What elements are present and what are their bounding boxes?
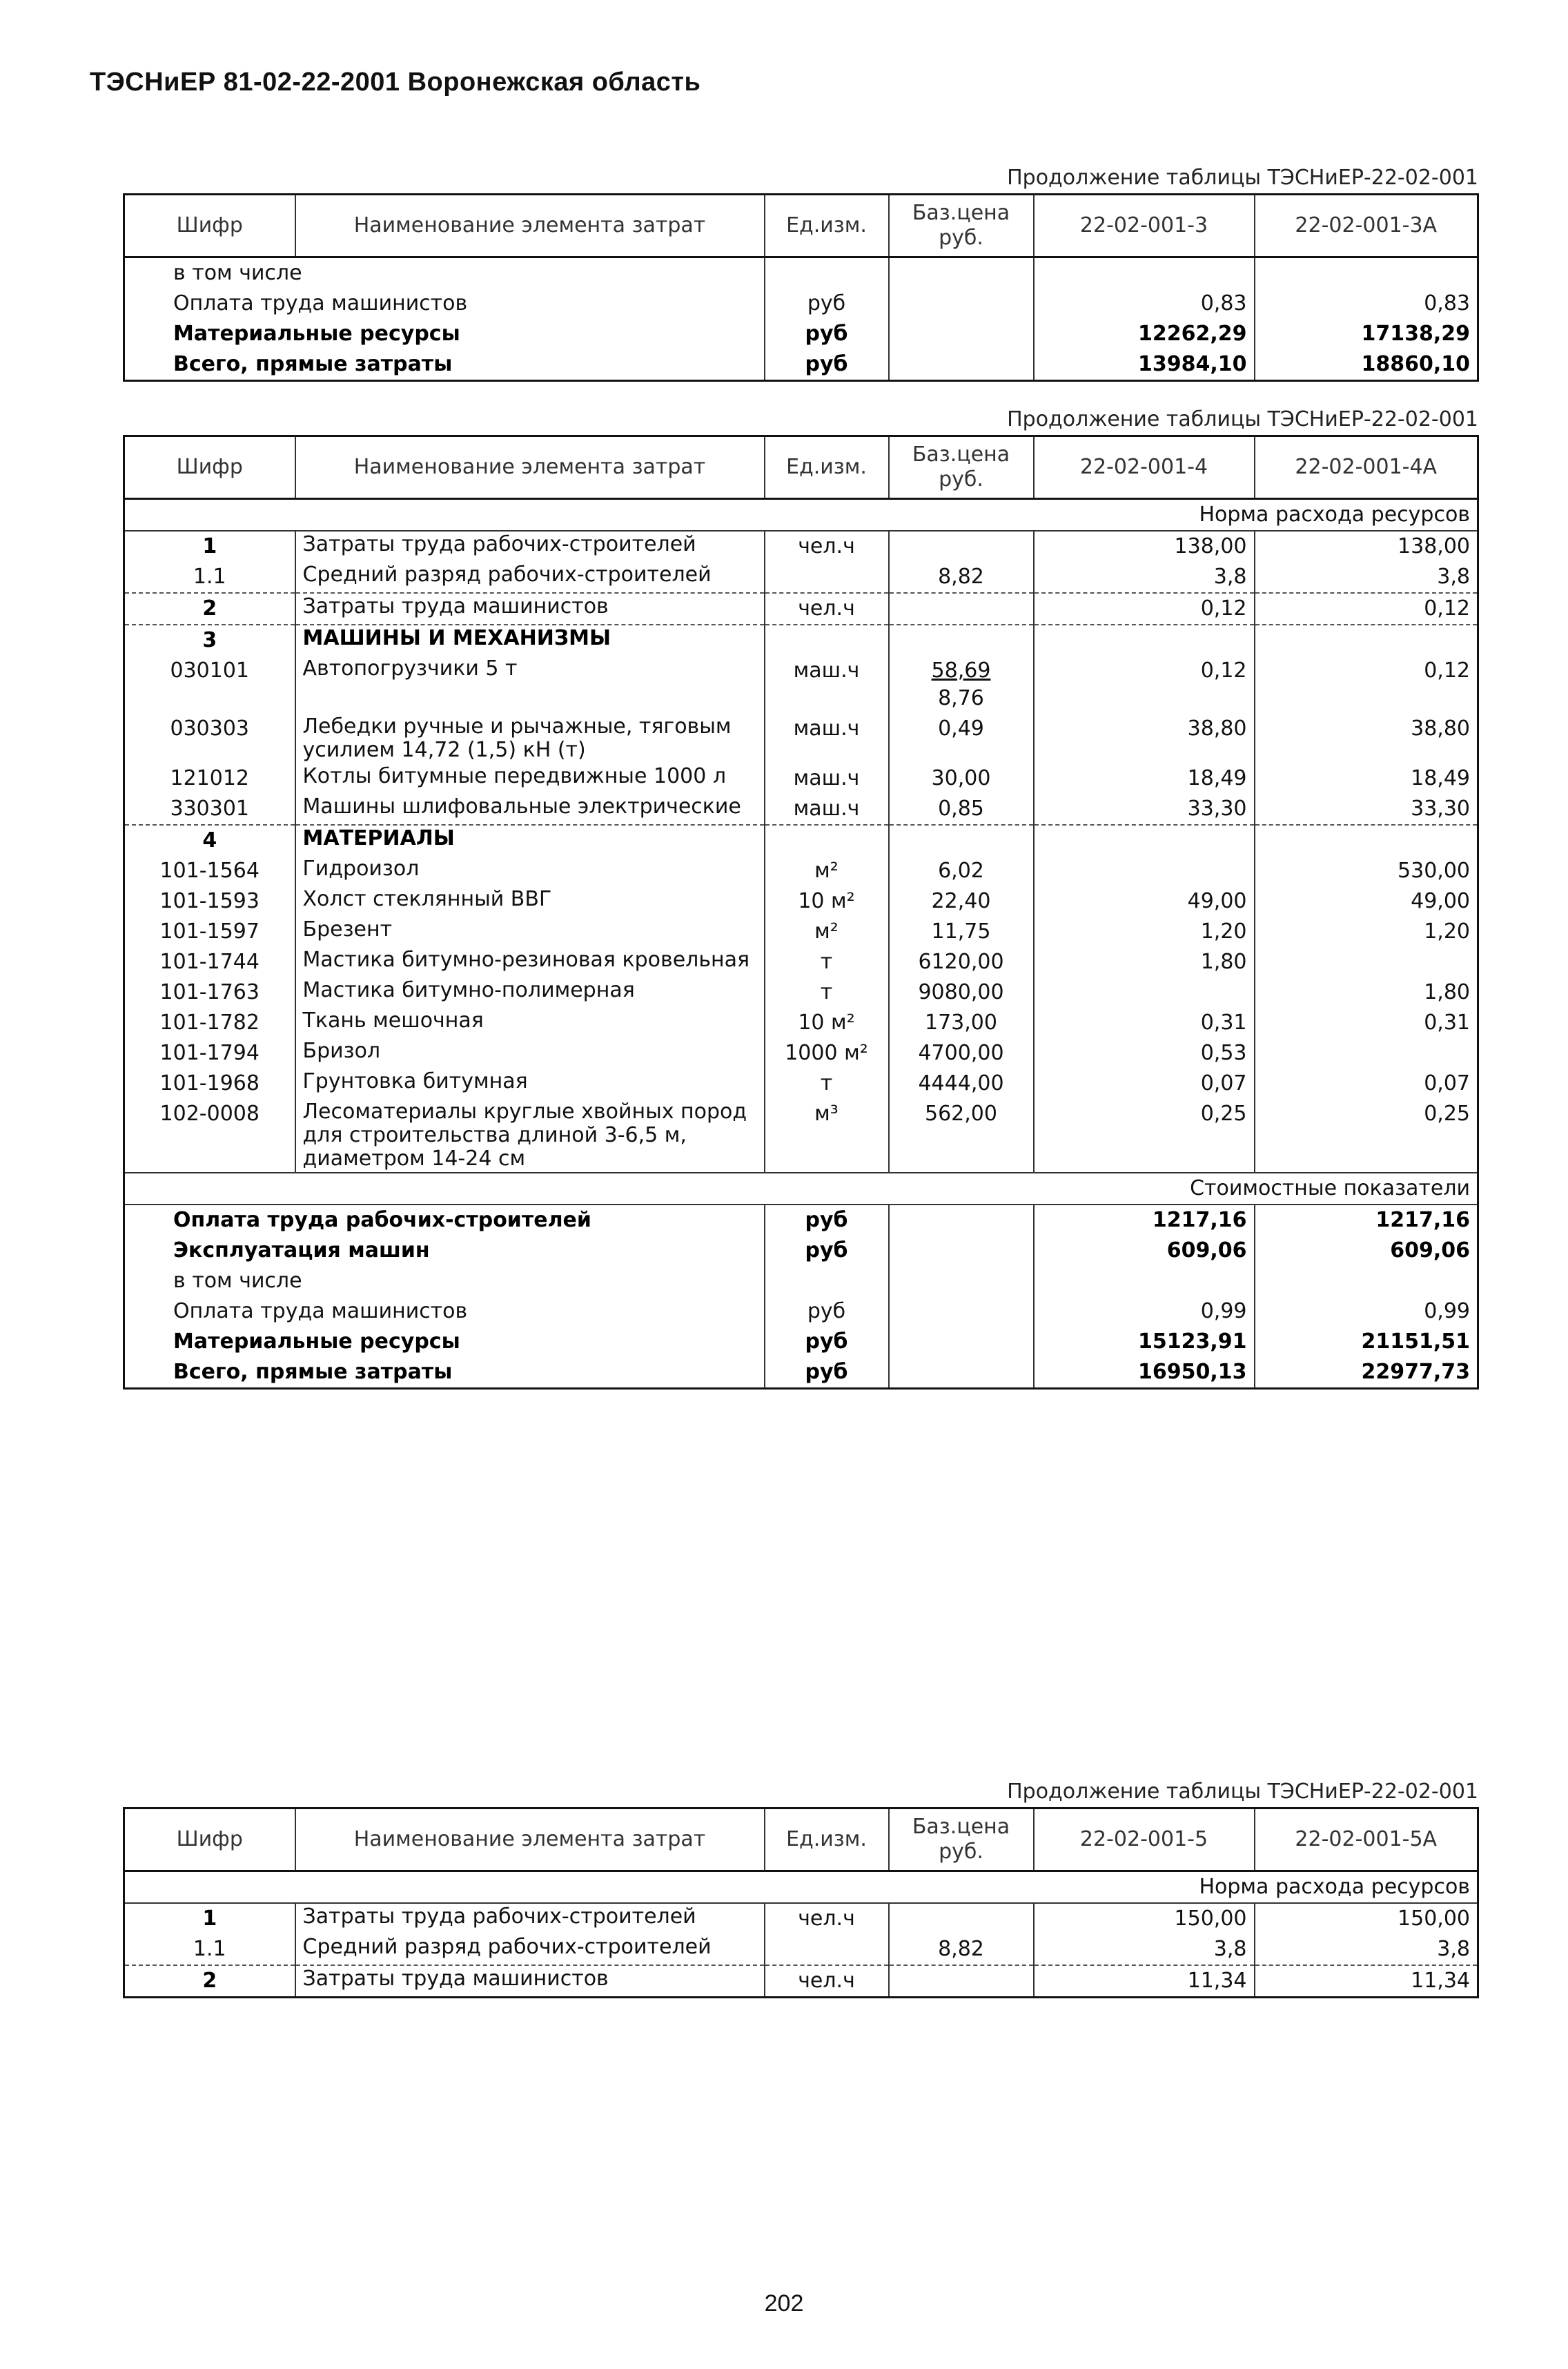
- cost-row-value-col6: [1255, 1266, 1478, 1296]
- header-col6: 22-02-001-3А: [1255, 195, 1478, 257]
- row-value-col5: 1,80: [1034, 947, 1255, 977]
- cost-row-value-col6: [1255, 257, 1478, 289]
- row-code: 4: [124, 825, 295, 856]
- row-name: Средний разряд рабочих-строителей: [295, 562, 765, 593]
- row-value-col6: 0,25: [1255, 1099, 1478, 1173]
- price-value: 0,85: [938, 797, 984, 821]
- cost-row-unit: руб: [765, 289, 889, 319]
- price-cell: [889, 289, 1034, 319]
- row-price: [889, 714, 1034, 763]
- price-cell: [889, 1357, 1034, 1389]
- row-unit: чел.ч: [765, 1965, 889, 1998]
- row-code: 030101: [124, 656, 295, 714]
- row-name: Бризол: [295, 1038, 765, 1069]
- row-unit: маш.ч: [765, 763, 889, 794]
- row-code: 101-1782: [124, 1008, 295, 1038]
- table-row: [124, 562, 1478, 593]
- cost-row-value-col5: 1217,16: [1034, 1205, 1255, 1236]
- header-unit: Ед.изм.: [765, 436, 889, 499]
- row-price: [889, 1903, 1034, 1934]
- row-name: Затраты труда машинистов: [295, 593, 765, 625]
- row-value-col5: [1034, 825, 1255, 856]
- row-value-col6: 11,34: [1255, 1965, 1478, 1998]
- row-value-col6: 1,20: [1255, 917, 1478, 947]
- table-row: [124, 1099, 1478, 1173]
- row-unit: [765, 562, 889, 593]
- table-row: [124, 1069, 1478, 1099]
- row-value-col5: 0,07: [1034, 1069, 1255, 1099]
- table-row: [124, 1236, 1478, 1266]
- price-value: 562,00: [925, 1102, 997, 1126]
- row-name: Грунтовка битумная: [295, 1069, 765, 1099]
- table-row: [124, 656, 1478, 714]
- row-value-col5: 11,34: [1034, 1965, 1255, 1998]
- cost-row-name: Оплата труда машинистов: [124, 289, 765, 319]
- table-row: [124, 531, 1478, 562]
- cost-row-name: Материальные ресурсы: [124, 319, 765, 349]
- row-unit: [765, 825, 889, 856]
- row-value-col5: 150,00: [1034, 1903, 1255, 1934]
- price-cell: [889, 319, 1034, 349]
- row-price: [889, 656, 1034, 714]
- row-unit: 10 м²: [765, 1008, 889, 1038]
- price-value: 4444,00: [918, 1071, 1004, 1095]
- row-value-col6: [1255, 825, 1478, 856]
- cost-row-value-col5: 0,83: [1034, 289, 1255, 319]
- price-value: 8,82: [938, 1937, 984, 1961]
- row-value-col5: 0,12: [1034, 593, 1255, 625]
- cost-row-unit: [765, 1266, 889, 1296]
- cost-row-value-col6: 21151,51: [1255, 1327, 1478, 1357]
- table-row: [124, 917, 1478, 947]
- header-col5: 22-02-001-3: [1034, 195, 1255, 257]
- price-cell: [889, 349, 1034, 381]
- header-unit: Ед.изм.: [765, 1809, 889, 1871]
- header-code: Шифр: [124, 195, 295, 257]
- cost-row-value-col5: 609,06: [1034, 1236, 1255, 1266]
- row-code: 2: [124, 1965, 295, 1998]
- row-name: Холст стеклянный ВВГ: [295, 886, 765, 917]
- row-value-col6: 3,8: [1255, 562, 1478, 593]
- cost-row-unit: руб: [765, 1357, 889, 1389]
- row-value-col5: 3,8: [1034, 562, 1255, 593]
- row-value-col6: 150,00: [1255, 1903, 1478, 1934]
- row-price: [889, 947, 1034, 977]
- row-unit: м²: [765, 856, 889, 886]
- cost-row-value-col5: 12262,29: [1034, 319, 1255, 349]
- page-number: 202: [764, 2290, 804, 2317]
- section-label-row: [124, 499, 1478, 532]
- row-code: 101-1763: [124, 977, 295, 1008]
- header-unit: Ед.изм.: [765, 195, 889, 257]
- cost-row-value-col5: 13984,10: [1034, 349, 1255, 381]
- row-name: Котлы битумные передвижные 1000 л: [295, 763, 765, 794]
- row-value-col6: 3,8: [1255, 1934, 1478, 1965]
- cost-row-unit: руб: [765, 1236, 889, 1266]
- cost-row-value-col5: 16950,13: [1034, 1357, 1255, 1389]
- cost-row-value-col5: 15123,91: [1034, 1327, 1255, 1357]
- cost-row-value-col6: 1217,16: [1255, 1205, 1478, 1236]
- row-code: 121012: [124, 763, 295, 794]
- row-value-col6: [1255, 947, 1478, 977]
- cost-row-unit: руб: [765, 1205, 889, 1236]
- cost-row-name: в том числе: [124, 257, 765, 289]
- section-label: Норма расхода ресурсов: [124, 1871, 1478, 1904]
- row-code: 102-0008: [124, 1099, 295, 1173]
- price-value: 58,69: [931, 659, 991, 683]
- row-value-col5: 49,00: [1034, 886, 1255, 917]
- table-row: [124, 714, 1478, 763]
- table-header: [124, 195, 1478, 257]
- row-name: Лесоматериалы круглые хвойных пород для строительства длиной 3-6,5 м, диаметром 14-24 см: [295, 1099, 765, 1173]
- row-value-col6: 18,49: [1255, 763, 1478, 794]
- table-caption: Продолжение таблицы ТЭСНиЕР-22-02-001: [1007, 166, 1478, 190]
- table-header: [124, 1809, 1478, 1871]
- row-unit: маш.ч: [765, 714, 889, 763]
- header-col6: 22-02-001-5А: [1255, 1809, 1478, 1871]
- table-row: [124, 1205, 1478, 1236]
- header-price: Баз.цена руб.: [889, 195, 1034, 257]
- row-price: [889, 1069, 1034, 1099]
- row-name: Мастика битумно-резиновая кровельная: [295, 947, 765, 977]
- row-price: [889, 625, 1034, 656]
- row-price: [889, 562, 1034, 593]
- section-label-row: [124, 1173, 1478, 1205]
- row-value-col6: 38,80: [1255, 714, 1478, 763]
- row-name: Средний разряд рабочих-строителей: [295, 1934, 765, 1965]
- row-value-col6: [1255, 625, 1478, 656]
- row-value-col6: 1,80: [1255, 977, 1478, 1008]
- cost-row-unit: руб: [765, 349, 889, 381]
- table-3: [123, 1807, 1479, 1998]
- row-code: 101-1593: [124, 886, 295, 917]
- row-unit: маш.ч: [765, 794, 889, 825]
- row-value-col5: 1,20: [1034, 917, 1255, 947]
- row-code: 030303: [124, 714, 295, 763]
- row-name: Брезент: [295, 917, 765, 947]
- price-value: 30,00: [931, 766, 991, 790]
- price-value: 9080,00: [918, 980, 1004, 1004]
- row-name: Лебедки ручные и рычажные, тяговым усилием 14,72 (1,5) кН (т): [295, 714, 765, 763]
- table-row: [124, 1266, 1478, 1296]
- price-cell: [889, 257, 1034, 289]
- cost-row-value-col5: [1034, 257, 1255, 289]
- table-row: [124, 349, 1478, 381]
- row-value-col5: 0,31: [1034, 1008, 1255, 1038]
- row-code: 1.1: [124, 1934, 295, 1965]
- table-row: [124, 593, 1478, 625]
- row-unit: т: [765, 1069, 889, 1099]
- row-unit: 1000 м²: [765, 1038, 889, 1069]
- cost-row-unit: [765, 257, 889, 289]
- table-row: [124, 763, 1478, 794]
- row-price: [889, 977, 1034, 1008]
- table-row: [124, 856, 1478, 886]
- cost-row-unit: руб: [765, 319, 889, 349]
- section-label-row: [124, 1871, 1478, 1904]
- row-unit: маш.ч: [765, 656, 889, 714]
- row-name: Ткань мешочная: [295, 1008, 765, 1038]
- section-label: Норма расхода ресурсов: [124, 499, 1478, 532]
- header-name: Наименование элемента затрат: [295, 436, 765, 499]
- price-cell: [889, 1327, 1034, 1357]
- row-code: 1: [124, 1903, 295, 1934]
- row-name: МАШИНЫ И МЕХАНИЗМЫ: [295, 625, 765, 656]
- row-price: [889, 1099, 1034, 1173]
- cost-row-name: Материальные ресурсы: [124, 1327, 765, 1357]
- cost-row-name: в том числе: [124, 1266, 765, 1296]
- row-code: 3: [124, 625, 295, 656]
- cost-row-value-col5: 0,99: [1034, 1296, 1255, 1327]
- price-cell: [889, 1266, 1034, 1296]
- cost-row-name: Оплата труда рабочих-строителей: [124, 1205, 765, 1236]
- table-row: [124, 977, 1478, 1008]
- row-price: [889, 856, 1034, 886]
- row-price: [889, 763, 1034, 794]
- row-value-col5: [1034, 625, 1255, 656]
- header-col6: 22-02-001-4А: [1255, 436, 1478, 499]
- table-row: [124, 886, 1478, 917]
- row-unit: чел.ч: [765, 593, 889, 625]
- section-label: Стоимостные показатели: [124, 1173, 1478, 1205]
- row-unit: т: [765, 947, 889, 977]
- row-value-col6: 0,31: [1255, 1008, 1478, 1038]
- row-code: 1.1: [124, 562, 295, 593]
- row-code: 101-1564: [124, 856, 295, 886]
- row-unit: т: [765, 977, 889, 1008]
- row-name: Гидроизол: [295, 856, 765, 886]
- row-value-col6: [1255, 1038, 1478, 1069]
- row-value-col5: 33,30: [1034, 794, 1255, 825]
- table-row: [124, 1903, 1478, 1934]
- price-cell: [889, 1236, 1034, 1266]
- price-value: 22,40: [931, 889, 991, 913]
- cost-row-value-col6: 0,83: [1255, 289, 1478, 319]
- row-value-col5: [1034, 856, 1255, 886]
- price-value: 6,02: [938, 859, 984, 883]
- page-title: ТЭСНиЕР 81-02-22-2001 Воронежская область: [90, 68, 701, 97]
- row-price: [889, 593, 1034, 625]
- row-unit: м³: [765, 1099, 889, 1173]
- header-code: Шифр: [124, 1809, 295, 1871]
- row-value-col5: 38,80: [1034, 714, 1255, 763]
- header-price: Баз.цена руб.: [889, 1809, 1034, 1871]
- table-row: [124, 825, 1478, 856]
- row-code: 101-1744: [124, 947, 295, 977]
- table-row: [124, 1934, 1478, 1965]
- row-value-col6: 0,12: [1255, 593, 1478, 625]
- cost-row-value-col6: 22977,73: [1255, 1357, 1478, 1389]
- row-name: Затраты труда рабочих-строителей: [295, 531, 765, 562]
- price-value: 0,49: [938, 716, 984, 741]
- table-row: [124, 1357, 1478, 1389]
- row-code: 101-1968: [124, 1069, 295, 1099]
- row-value-col6: 0,07: [1255, 1069, 1478, 1099]
- row-price: [889, 917, 1034, 947]
- table-caption: Продолжение таблицы ТЭСНиЕР-22-02-001: [1007, 1780, 1478, 1804]
- row-code: 2: [124, 593, 295, 625]
- row-unit: чел.ч: [765, 1903, 889, 1934]
- row-value-col5: 0,12: [1034, 656, 1255, 714]
- cost-row-value-col6: 17138,29: [1255, 319, 1478, 349]
- price-value: 11,75: [931, 919, 991, 944]
- cost-row-unit: руб: [765, 1327, 889, 1357]
- price-value-secondary: 8,76: [938, 686, 984, 710]
- row-code: 101-1597: [124, 917, 295, 947]
- header-name: Наименование элемента затрат: [295, 1809, 765, 1871]
- row-code: 1: [124, 531, 295, 562]
- row-value-col5: [1034, 977, 1255, 1008]
- row-value-col5: 138,00: [1034, 531, 1255, 562]
- row-name: Затраты труда машинистов: [295, 1965, 765, 1998]
- row-price: [889, 825, 1034, 856]
- row-value-col6: 0,12: [1255, 656, 1478, 714]
- table-caption: Продолжение таблицы ТЭСНиЕР-22-02-001: [1007, 407, 1478, 431]
- table-row: [124, 1296, 1478, 1327]
- cost-row-value-col5: [1034, 1266, 1255, 1296]
- table-header: [124, 436, 1478, 499]
- header-col5: 22-02-001-4: [1034, 436, 1255, 499]
- row-code: 330301: [124, 794, 295, 825]
- row-price: [889, 1965, 1034, 1998]
- row-name: Затраты труда рабочих-строителей: [295, 1903, 765, 1934]
- row-value-col6: 49,00: [1255, 886, 1478, 917]
- cost-row-name: Эксплуатация машин: [124, 1236, 765, 1266]
- price-cell: [889, 1296, 1034, 1327]
- row-value-col5: 0,25: [1034, 1099, 1255, 1173]
- cost-row-value-col6: 609,06: [1255, 1236, 1478, 1266]
- header-col5: 22-02-001-5: [1034, 1809, 1255, 1871]
- price-value: 6120,00: [918, 950, 1004, 974]
- table-1: [123, 193, 1479, 382]
- price-value: 8,82: [938, 565, 984, 589]
- row-value-col5: 3,8: [1034, 1934, 1255, 1965]
- row-code: 101-1794: [124, 1038, 295, 1069]
- row-value-col6: 530,00: [1255, 856, 1478, 886]
- cost-row-name: Всего, прямые затраты: [124, 349, 765, 381]
- row-price: [889, 531, 1034, 562]
- row-value-col6: 33,30: [1255, 794, 1478, 825]
- price-value: 173,00: [925, 1011, 997, 1035]
- table-row: [124, 1965, 1478, 1998]
- price-value: 4700,00: [918, 1041, 1004, 1065]
- cost-row-value-col6: 0,99: [1255, 1296, 1478, 1327]
- price-cell: [889, 1205, 1034, 1236]
- row-value-col5: 0,53: [1034, 1038, 1255, 1069]
- table-row: [124, 625, 1478, 656]
- header-name: Наименование элемента затрат: [295, 195, 765, 257]
- row-price: [889, 886, 1034, 917]
- cost-row-value-col6: 18860,10: [1255, 349, 1478, 381]
- table-row: [124, 319, 1478, 349]
- table-2: [123, 435, 1479, 1390]
- table-row: [124, 794, 1478, 825]
- row-unit: м²: [765, 917, 889, 947]
- header-price: Баз.цена руб.: [889, 436, 1034, 499]
- row-unit: чел.ч: [765, 531, 889, 562]
- row-price: [889, 794, 1034, 825]
- row-value-col5: 18,49: [1034, 763, 1255, 794]
- row-name: МАТЕРИАЛЫ: [295, 825, 765, 856]
- row-unit: [765, 1934, 889, 1965]
- row-name: Машины шлифовальные электрические: [295, 794, 765, 825]
- table-row: [124, 1008, 1478, 1038]
- row-price: [889, 1008, 1034, 1038]
- row-name: Мастика битумно-полимерная: [295, 977, 765, 1008]
- table-row: [124, 947, 1478, 977]
- row-unit: [765, 625, 889, 656]
- row-price: [889, 1934, 1034, 1965]
- row-name: Автопогрузчики 5 т: [295, 656, 765, 714]
- cost-row-name: Всего, прямые затраты: [124, 1357, 765, 1389]
- table-row: [124, 1327, 1478, 1357]
- table-row: [124, 1038, 1478, 1069]
- table-row: [124, 289, 1478, 319]
- cost-row-name: Оплата труда машинистов: [124, 1296, 765, 1327]
- cost-row-unit: руб: [765, 1296, 889, 1327]
- row-unit: 10 м²: [765, 886, 889, 917]
- table-row: [124, 257, 1478, 289]
- header-code: Шифр: [124, 436, 295, 499]
- row-value-col6: 138,00: [1255, 531, 1478, 562]
- row-price: [889, 1038, 1034, 1069]
